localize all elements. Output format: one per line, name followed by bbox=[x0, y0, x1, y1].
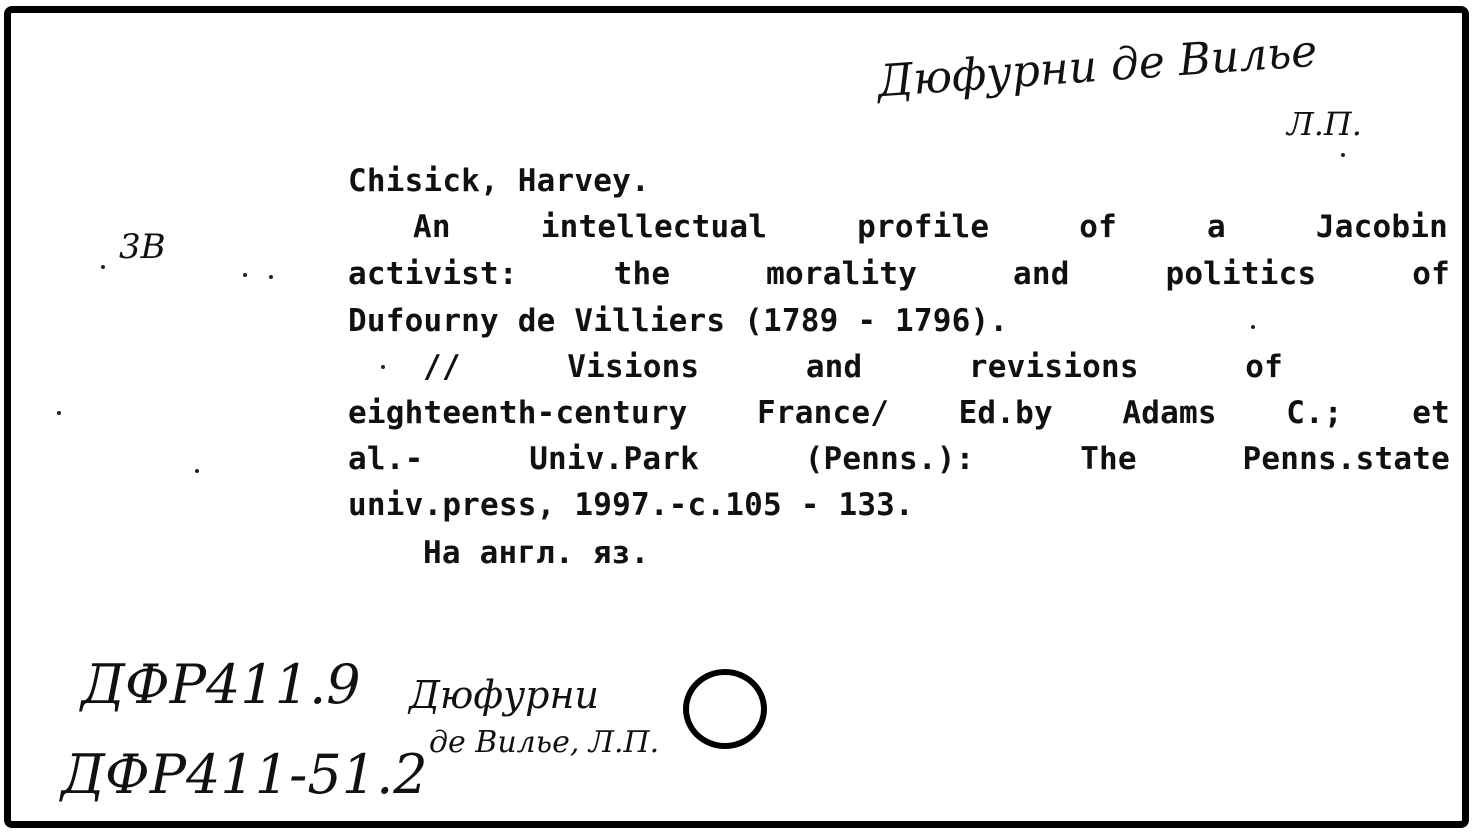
word: morality bbox=[766, 256, 918, 292]
word: The bbox=[1080, 441, 1137, 477]
word: revisions bbox=[968, 349, 1139, 385]
word: France/ bbox=[757, 395, 890, 431]
handwritten-name-top: Дюфурни де Вильe bbox=[875, 25, 1319, 108]
handwritten-initials-top: Л.П. bbox=[1287, 105, 1362, 143]
word: Penns.state bbox=[1242, 441, 1450, 477]
word: of bbox=[1079, 209, 1117, 245]
scan-speck bbox=[243, 273, 247, 277]
catalog-card bbox=[4, 6, 1469, 828]
title-line-2 bbox=[348, 256, 1450, 292]
word: C.; bbox=[1286, 395, 1343, 431]
word: Univ.Park bbox=[529, 441, 699, 477]
scan-speck bbox=[1341, 153, 1345, 157]
scan-speck bbox=[57, 411, 61, 415]
word: and bbox=[805, 349, 863, 385]
scan-speck bbox=[101, 265, 105, 269]
word: a bbox=[1207, 209, 1226, 245]
word: activist: bbox=[348, 256, 518, 292]
source-line-4: univ.press, 1997.-c.105 - 133. bbox=[348, 487, 914, 523]
word: Adams bbox=[1122, 395, 1217, 431]
handwritten-name-bottom-2: де Вильe, Л.П. bbox=[429, 725, 660, 760]
language-note: На англ. яз. bbox=[423, 535, 650, 571]
source-line-3 bbox=[348, 441, 1450, 477]
word: of bbox=[1412, 256, 1450, 292]
scan-speck bbox=[1251, 325, 1255, 329]
source-line-2 bbox=[348, 395, 1450, 431]
scan-speck bbox=[381, 365, 385, 369]
word: the bbox=[613, 256, 671, 292]
handwritten-shelf-mark-2: ДФР411-51.2 bbox=[61, 743, 428, 806]
word: al.- bbox=[348, 441, 424, 477]
word: Ed.by bbox=[958, 395, 1053, 431]
handwritten-name-bottom-1: Дюфурни bbox=[409, 673, 599, 717]
word: politics bbox=[1165, 256, 1317, 292]
scan-speck bbox=[195, 469, 199, 473]
title-line-1 bbox=[413, 209, 1448, 245]
word: // bbox=[423, 349, 461, 385]
title-line-3: Dufourny de Villiers (1789 - 1796). bbox=[348, 303, 1009, 339]
scan-speck bbox=[269, 275, 273, 279]
word: An bbox=[413, 209, 451, 245]
word: et bbox=[1412, 395, 1450, 431]
word: (Penns.): bbox=[804, 441, 975, 477]
handwritten-shelf-mark-1: ДФР411.9 bbox=[81, 653, 361, 716]
word: Visions bbox=[567, 349, 700, 385]
word: Jacobin bbox=[1315, 209, 1448, 245]
author-line: Chisick, Harvey. bbox=[348, 163, 650, 199]
word: and bbox=[1012, 256, 1070, 292]
word: intellectual bbox=[540, 209, 768, 245]
word: of bbox=[1245, 349, 1283, 385]
circle-mark bbox=[683, 669, 767, 749]
handwritten-margin-mark: 3В bbox=[119, 227, 166, 267]
word: profile bbox=[857, 209, 990, 245]
word: eighteenth-century bbox=[348, 395, 688, 431]
source-line-1 bbox=[423, 349, 1283, 385]
